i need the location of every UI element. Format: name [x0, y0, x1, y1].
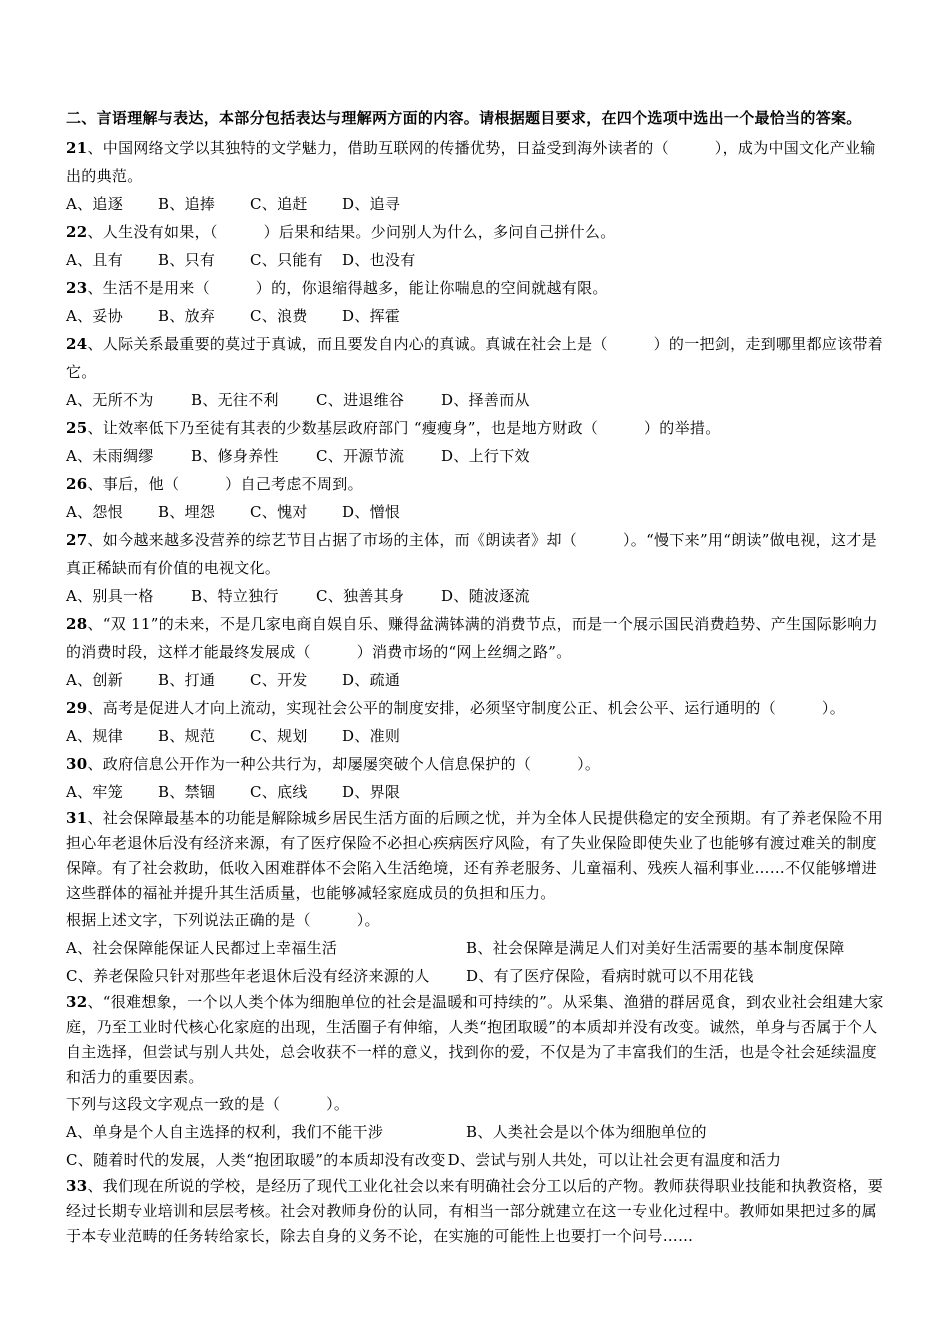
question-stem: 、事后，他（ ）自己考虑不周到。 [87, 475, 363, 493]
option-d: D、尝试与别人共处，可以让社会更有温度和活力 [447, 1151, 782, 1169]
option-row [66, 582, 886, 610]
option-b: B、规范 [158, 727, 216, 745]
option-row [66, 386, 886, 414]
question-number: 24 [66, 335, 88, 353]
option-c: C、进退维谷 [316, 391, 405, 409]
option-b: B、特立独行 [191, 587, 279, 605]
option-d: D、择善而从 [441, 391, 530, 409]
option-a: A、单身是个人自主选择的权利，我们不能干涉 [66, 1123, 384, 1141]
option-c: C、愧对 [250, 503, 308, 521]
question-33 [66, 1174, 886, 1249]
question-27 [66, 526, 886, 610]
option-row [66, 778, 886, 806]
option-d: D、憎恨 [342, 503, 401, 521]
option-c: C、养老保险只针对那些年老退休后没有经济来源的人 [66, 967, 430, 985]
option-a: A、无所不为 [66, 391, 154, 409]
option-c: C、浪费 [250, 307, 308, 325]
question-stem: 、如今越来越多没营养的综艺节目占据了市场的主体，而《朗读者》却（ ）。“慢下来”用“朗读”做电视，这才是真正稀缺而有价值的电视文化。 [66, 531, 877, 577]
question-25 [66, 414, 886, 470]
question-stem: 、中国网络文学以其独特的文学魅力，借助互联网的传播优势，日益受到海外读者的（ ），成为中国文化产业输出的典范。 [66, 139, 876, 185]
question-32 [66, 990, 886, 1174]
question-number: 33 [66, 1177, 88, 1195]
option-row [66, 962, 886, 990]
option-d: D、准则 [342, 727, 401, 745]
option-b: B、人类社会是以个体为细胞单位的 [466, 1123, 707, 1141]
question-stem: 、人际关系最重要的莫过于真诚，而且要发自内心的真诚。真诚在社会上是（ ）的一把剑，走到哪里都应该带着它。 [66, 335, 884, 381]
option-c: C、独善其身 [316, 587, 405, 605]
option-a: A、未雨绸缪 [66, 447, 154, 465]
option-row [66, 1118, 886, 1146]
option-a: A、且有 [66, 251, 124, 269]
document-page [66, 108, 886, 1249]
question-26 [66, 470, 886, 526]
option-c: C、底线 [250, 783, 308, 801]
option-c: C、开发 [250, 671, 308, 689]
option-row [66, 442, 886, 470]
section-heading: 二、言语理解与表达，本部分包括表达与理解两方面的内容。请根据题目要求，在四个选项中选出一个最恰当的答案。 [66, 109, 862, 127]
option-row [66, 246, 886, 274]
option-a: A、社会保障能保证人民都过上幸福生活 [66, 939, 338, 957]
question-21 [66, 134, 886, 218]
question-number: 27 [66, 531, 88, 549]
option-c: C、规划 [250, 727, 308, 745]
question-number: 30 [66, 755, 88, 773]
question-prompt: 下列与这段文字观点一致的是（ ）。 [66, 1095, 350, 1113]
question-number: 25 [66, 419, 88, 437]
option-b: B、打通 [158, 671, 216, 689]
option-row [66, 722, 886, 750]
option-d: D、随波逐流 [441, 587, 530, 605]
question-passage: 、社会保障最基本的功能是解除城乡居民生活方面的后顾之忧，并为全体人民提供稳定的安全预期。有了养老保险不用担心年老退休后没有经济来源，有了医疗保险不必担心疾病医疗风险，有了失业保险即使失业了也能够有渡过难关的制度保障。有了社会救助，低收入困难群体不会陷入生活绝境，还有养老服务、儿童福利、残疾人福利事业……不仅能够增进这些群体的福祉并提升其生活质量，也能够减轻家庭成员的负担和压力。 [66, 809, 884, 902]
question-number: 29 [66, 699, 88, 717]
option-b: B、社会保障是满足人们对美好生活需要的基本制度保障 [466, 939, 845, 957]
question-passage: 、我们现在所说的学校，是经历了现代工业化社会以来有明确社会分工以后的产物。教师获得职业技能和执教资格，要经过长期专业培训和层层考核。社会对教师身份的认同，有相当一部分就建立在这一专业化过程中。教师如果把过多的属于本专业范畴的任务转给家长，除去自身的义务不论，在实施的可能性上也要打一个问号…… [66, 1177, 884, 1245]
question-stem: 、“双 11”的未来，不是几家电商自娱自乐、赚得盆满钵满的消费节点，而是一个展示国民消费趋势、产生国际影响力的消费时段，这样才能最终发展成（ ）消费市场的“网上丝绸之路”。 [66, 615, 878, 661]
question-31 [66, 806, 886, 990]
option-d: D、上行下效 [441, 447, 530, 465]
question-number: 22 [66, 223, 88, 241]
option-c: C、开源节流 [316, 447, 405, 465]
option-d: D、有了医疗保险，看病时就可以不用花钱 [466, 967, 754, 985]
option-row [66, 498, 886, 526]
question-passage: 、“很难想象，一个以人类个体为细胞单位的社会是温暖和可持续的”。从采集、渔猎的群居觅食，到农业社会组建大家庭，乃至工业时代核心化家庭的出现，生活圈子有伸缩，人类“抱团取暖”的本质却并没有改变。诚然，单身与否属于个人自主选择，但尝试与别人共处，总会收获不一样的意义，找到你的爱，不仅是为了丰富我们的生活，也是令社会延续温度和活力的重要因素。 [66, 993, 884, 1086]
option-c: C、追赶 [250, 195, 308, 213]
option-d: D、也没有 [342, 251, 416, 269]
option-a: A、规律 [66, 727, 124, 745]
option-d: D、追寻 [342, 195, 401, 213]
question-number: 32 [66, 993, 88, 1011]
option-d: D、界限 [342, 783, 401, 801]
question-number: 21 [66, 139, 88, 157]
option-a: A、创新 [66, 671, 124, 689]
option-b: B、禁锢 [158, 783, 216, 801]
option-a: A、别具一格 [66, 587, 154, 605]
option-b: B、埋怨 [158, 503, 216, 521]
option-c: C、随着时代的发展，人类“抱团取暖”的本质却没有改变 [66, 1151, 446, 1169]
question-29 [66, 694, 886, 750]
question-prompt: 根据上述文字，下列说法正确的是（ ）。 [66, 911, 380, 929]
question-number: 31 [66, 809, 88, 827]
option-b: B、放弃 [158, 307, 216, 325]
question-number: 23 [66, 279, 88, 297]
option-row [66, 666, 886, 694]
option-a: A、怨恨 [66, 503, 124, 521]
option-d: D、挥霍 [342, 307, 401, 325]
question-number: 28 [66, 615, 88, 633]
question-28 [66, 610, 886, 694]
option-b: B、只有 [158, 251, 216, 269]
option-d: D、疏通 [342, 671, 401, 689]
option-b: B、追捧 [158, 195, 216, 213]
question-stem: 、让效率低下乃至徒有其表的少数基层政府部门 “瘦瘦身”，也是地方财政（ ）的举措。 [87, 419, 721, 437]
question-stem: 、人生没有如果，（ ）后果和结果。少问别人为什么，多问自己拼什么。 [87, 223, 616, 241]
option-c: C、只能有 [250, 251, 323, 269]
option-b: B、无往不利 [191, 391, 279, 409]
question-22 [66, 218, 886, 274]
option-a: A、妥协 [66, 307, 124, 325]
option-a: A、牢笼 [66, 783, 124, 801]
question-24 [66, 330, 886, 414]
question-30 [66, 750, 886, 806]
option-a: A、追逐 [66, 195, 124, 213]
question-stem: 、高考是促进人才向上流动，实现社会公平的制度安排，必须坚守制度公正、机会公平、运行通明的（ ）。 [87, 699, 845, 717]
option-row [66, 1146, 886, 1174]
question-23 [66, 274, 886, 330]
option-b: B、修身养性 [191, 447, 279, 465]
option-row [66, 302, 886, 330]
option-row [66, 934, 886, 962]
question-number: 26 [66, 475, 88, 493]
question-stem: 、政府信息公开作为一种公共行为，却屡屡突破个人信息保护的（ ）。 [87, 755, 601, 773]
question-stem: 、生活不是用来（ ）的，你退缩得越多，能让你喘息的空间就越有限。 [87, 279, 608, 297]
option-row [66, 190, 886, 218]
